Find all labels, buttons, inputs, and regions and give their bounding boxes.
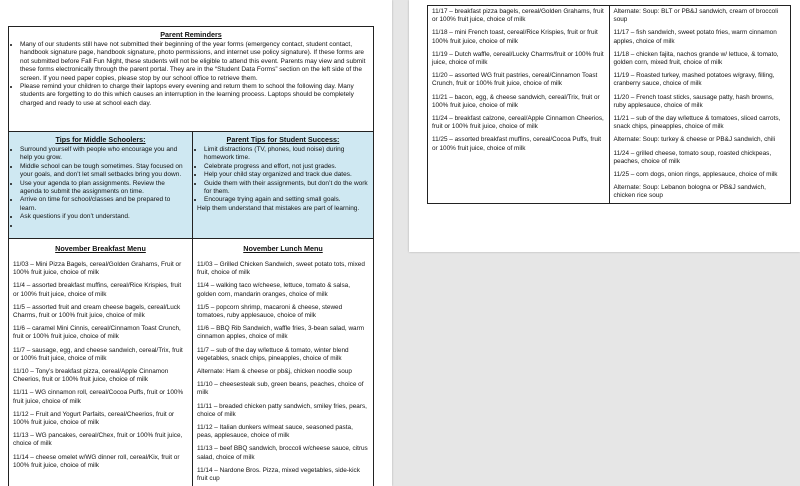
middle-school-tips-box xyxy=(8,131,193,239)
parent-tips-list xyxy=(193,146,373,205)
menu-item: 11/18 – chicken fajita, nachos grande w/ lettuce, & tomato, golden corn, mixed fruit, choice of milk xyxy=(613,50,779,67)
parent-tips-title: Parent Tips for Student Success: xyxy=(226,135,340,144)
menu-continuation-table xyxy=(427,5,791,204)
menu-item: 11/4 – assorted breakfast muffins, cereal/Rice Krispies, fruit or 100% fruit juice, choice of milk xyxy=(13,282,182,298)
menu-item: 11/4 – walking taco w/cheese, lettuce, tomato & salsa, golden corn, mandarin oranges, choice of milk xyxy=(197,282,350,298)
menu-item: 11/18 – mini French toast, cereal/Rice Krispies, fruit or fruit 100% fruit juice, choice of milk xyxy=(432,29,598,45)
menu-item: Alternate: Ham & cheese or pb&j, chicken noodle soup xyxy=(197,368,352,376)
breakfast-menu-box xyxy=(8,238,193,486)
list-item: • Arrive on time for school/classes and be prepared to learn. xyxy=(20,196,188,213)
menu-item: 11/20 – French toast sticks, sausage patty, hash browns, ruby applesauce, choice of milk xyxy=(613,93,774,109)
menu-item: 11/24 – grilled cheese, tomato soup, roasted chickpeas, peaches, choice of milk xyxy=(613,149,772,165)
list-item: • Middle school can be tough sometimes. Stay focused on your goals, and don’t let small setbacks bring you down. xyxy=(20,163,188,180)
menu-item: 11/19 – Dutch waffle, cereal/Lucky Charms/fruit or 100% fruit juice, choice of milk xyxy=(432,50,604,67)
menu-item: 11/17 – breakfast pizza bagels, cereal/Golden Grahams, fruit or 100% fruit juice, choice of milk xyxy=(432,8,604,24)
parent-tips-box xyxy=(192,131,374,239)
menu-item: 11/24 – breakfast calzone, cereal/Apple Cinnamon Cheerios, fruit or 100% fruit juice, choice of milk xyxy=(432,115,604,131)
menu-item: 11/25 – corn dogs, onion rings, applesauce, choice of milk xyxy=(613,171,778,179)
breakfast-continued-cell xyxy=(428,6,610,204)
list-item: • Help your child stay organized and track due dates. xyxy=(204,171,369,179)
menu-item: 11/21 – sub of the day w/lettuce & tomatoes, sliced carrots, snack chips, pineapples, choice of milk xyxy=(613,115,781,131)
list-item: • Surround yourself with people who encourage you and help you grow. xyxy=(20,146,188,163)
parent-tips-footer: Help them understand that mistakes are part of learning. xyxy=(197,204,360,212)
list-item xyxy=(20,222,188,230)
middle-school-tips-title: Tips for Middle Schoolers: xyxy=(55,135,146,144)
list-item: • Celebrate progress and effort, not just grades. xyxy=(204,163,369,171)
menu-item: 11/19 – Roasted turkey, mashed potatoes w/gravy, filling, cranberry sauce, choice of milk xyxy=(613,72,775,88)
menu-item: 11/21 – bacon, egg, & cheese sandwich, cereal/Trix, fruit or 100% fruit juice, choice of milk xyxy=(432,93,600,109)
menu-item: 11/6 – BBQ Rib Sandwich, waffle fries, 3-bean salad, warm cinnamon apples, choice of milk xyxy=(197,325,365,341)
menu-item: 11/11 – WG cinnamon roll, cereal/Cocoa Puffs, fruit or 100% fruit juice, choice of milk xyxy=(13,389,184,405)
breakfast-menu-title: November Breakfast Menu xyxy=(55,244,146,253)
menu-item: 11/25 – assorted breakfast muffins, cereal/Cocoa Puffs, fruit or 100% fruit juice, choice of milk xyxy=(432,136,602,152)
menu-item: 11/10 – Tony’s breakfast pizza, cereal/Apple Cinnamon Cheerios, fruit or 100% fruit juice, choice of milk xyxy=(13,368,169,384)
menu-item: 11/5 – popcorn shrimp, macaroni & cheese, stewed tomatoes, ruby applesauce, choice of milk xyxy=(197,303,343,320)
list-item: • Limit distractions (TV, phones, loud noise) during homework time. xyxy=(204,146,369,163)
parent-reminders-title: Parent Reminders xyxy=(160,30,222,39)
lunch-menu-title: November Lunch Menu xyxy=(243,244,323,253)
menu-item: Alternate: Soup: turkey & cheese or PB&J sandwich, chili xyxy=(613,136,776,144)
list-item: • Guide them with their assignments, but don’t do the work for them. xyxy=(204,180,369,197)
menu-item: 11/13 – beef BBQ sandwich, broccoli w/cheese sauce, citrus salad, choice of milk xyxy=(197,445,368,461)
menu-item: 11/10 – cheesesteak sub, green beans, peaches, choice of milk xyxy=(197,381,364,397)
lunch-menu-box xyxy=(192,238,374,486)
list-item: • Use your agenda to plan assignments. Review the agenda to submit the assignments on time. xyxy=(20,180,188,197)
menu-item: 11/11 – breaded chicken patty sandwich, smiley fries, pears, choice of milk xyxy=(197,402,367,418)
list-item: • Many of our students still have not submitted their beginning of the year forms (emergency contact, student contact, handbook signature page, handbook signature, photo permissions, and internet use policy signature). If these forms are not submitted before Fall Fun Night, these students will not be eligible to attend this event. Parents may view and submit these forms electronically through the parent portal. They are in the “Student Data Forms” section on the left side of the screen. If you need paper copies, please stop by our school office to retrieve them. xyxy=(20,41,369,83)
document-page-1 xyxy=(0,0,392,486)
document-page-2 xyxy=(409,0,800,252)
menu-item: Alternate: Soup: Lebanon bologna or PB&J sandwich, chicken rice soup xyxy=(613,184,766,200)
list-item: • Encourage trying again and setting small goals. xyxy=(204,196,369,204)
list-item: • Please remind your children to charge their laptops every evening and return them to school the following day. Many students are forgetting to do this which causes an interruption in the learning process. Laptops should be completely charged and ready to use at school each day. xyxy=(20,83,369,108)
menu-item: 11/03 – Grilled Chicken Sandwich, sweet potato tots, mixed fruit, choice of milk xyxy=(197,261,365,277)
lunch-continued-cell xyxy=(609,6,791,204)
menu-item: 11/7 – sausage, egg, and cheese sandwich, cereal/Trix, fruit or 100% fruit juice, choice of milk xyxy=(13,346,183,362)
list-item: • Ask questions if you don’t understand. xyxy=(20,213,188,221)
parent-reminders-list xyxy=(9,41,373,108)
menu-item: 11/12 – Fruit and Yogurt Parfaits, cereal/Cheerios, fruit or 100% fruit juice, choice of milk xyxy=(13,410,175,427)
menu-item: 11/12 – Italian dunkers w/meat sauce, seasoned pasta, peas, applesauce, choice of milk xyxy=(197,424,353,440)
menu-item: 11/5 – assorted fruit and cream cheese bagels, cereal/Luck Charms, fruit or 100% fruit juice, choice of milk xyxy=(13,303,181,320)
parent-reminders-box xyxy=(8,26,374,132)
menu-item: 11/6 – caramel Mini Cinnis, cereal/Cinnamon Toast Crunch, fruit or 100% fruit juice, choice of milk xyxy=(13,325,181,341)
middle-school-tips-list xyxy=(9,146,192,230)
menu-item: 11/17 – fish sandwich, sweet potato fries, warm cinnamon apples, choice of milk xyxy=(613,29,777,45)
menu-item: 11/03 – Mini Pizza Bagels, cereal/Golden Grahams, Fruit or 100% fruit juice, choice of milk xyxy=(13,261,182,277)
menu-item: 11/14 – cheese omelet w/WG dinner roll, cereal/Kix, fruit or 100% fruit juice, choice of milk xyxy=(13,453,180,469)
menu-item: 11/20 – assorted WG fruit pastries, cereal/Cinnamon Toast Crunch, fruit or 100% fruit juice, choice of milk xyxy=(432,72,598,88)
menu-item: 11/7 – sub of the day w/lettuce & tomato, winter blend vegetables, snack chips, pineapples, choice of milk xyxy=(197,346,349,362)
menu-item: Alternate: Soup: BLT or PB&J sandwich, cream of broccoli soup xyxy=(613,8,779,24)
menu-item: 11/13 – WG pancakes, cereal/Chex, fruit or 100% fruit juice, choice of milk xyxy=(13,432,183,448)
menu-item: 11/14 – Nardone Bros. Pizza, mixed vegetables, side-kick fruit cup xyxy=(197,466,360,483)
